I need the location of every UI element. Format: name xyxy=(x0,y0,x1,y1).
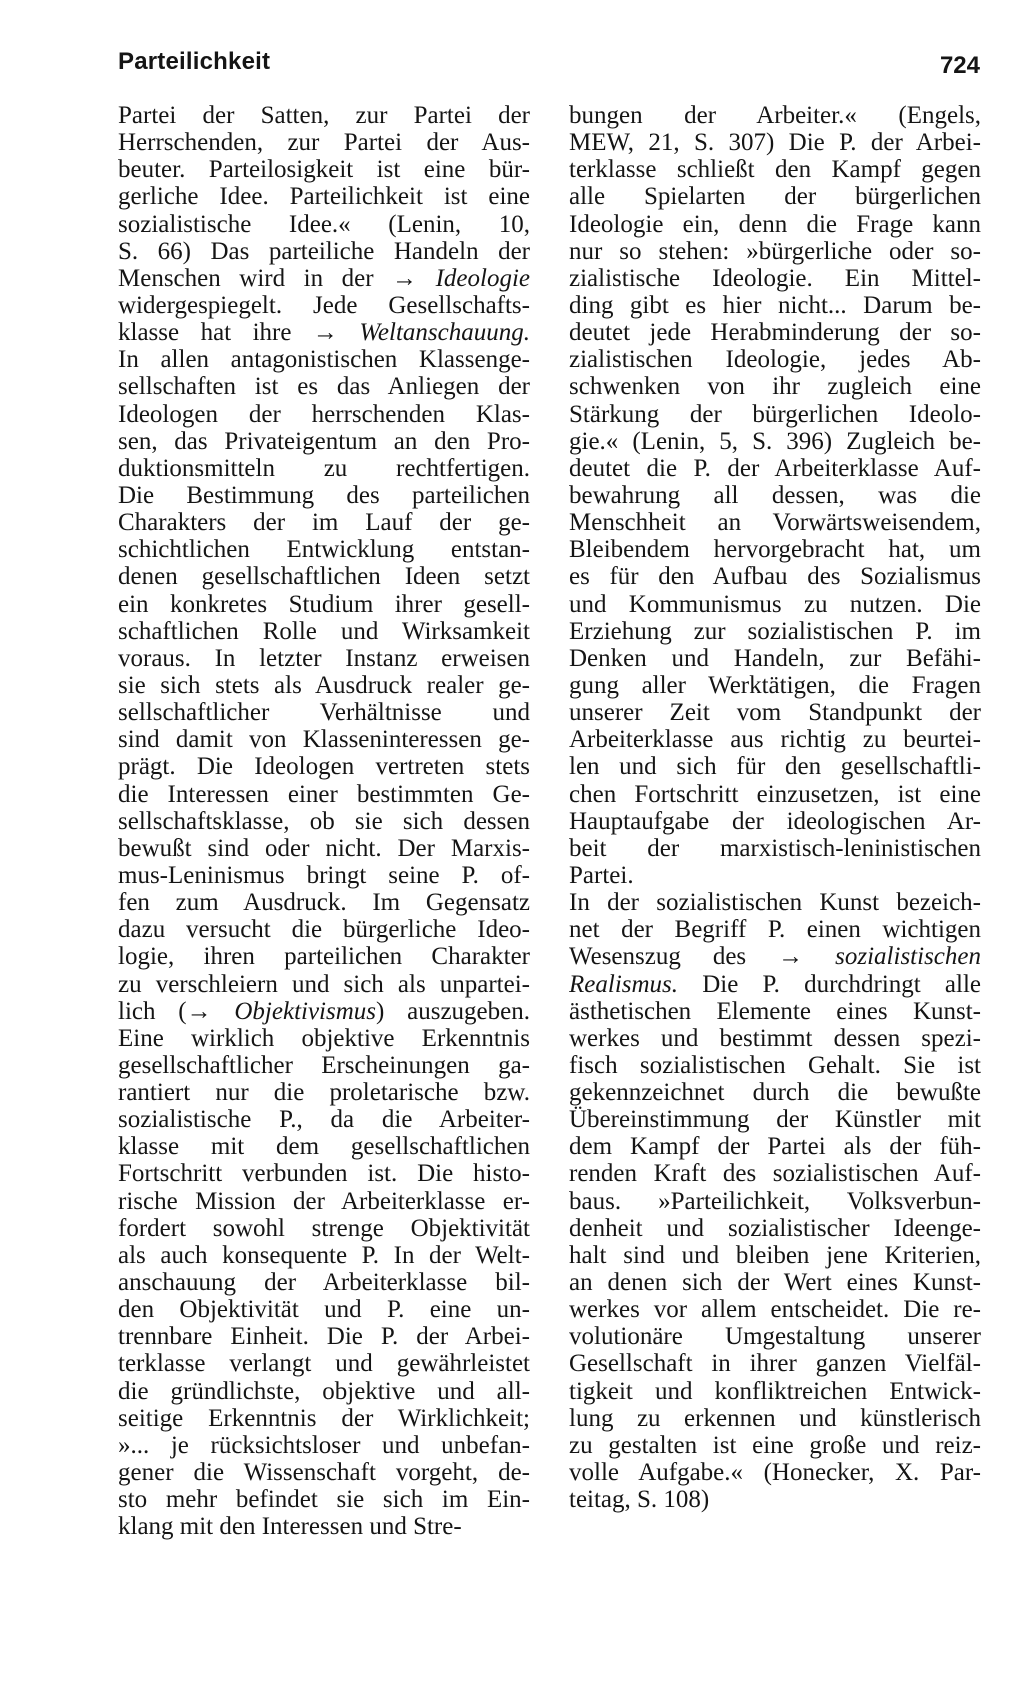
text-line: Gesellschaft in ihrer ganzen Vielfäl- xyxy=(569,1350,981,1378)
text-line: Partei. xyxy=(569,861,634,889)
text-line: seitige Erkenntnis der Wirklichkeit; xyxy=(118,1404,530,1432)
text-line: Bleibendem hervorgebracht hat, um xyxy=(569,536,981,564)
text-line: bungen der Arbeiter.« (Engels, xyxy=(569,102,981,129)
text-line: Menschen wird in der → Ideologie xyxy=(118,264,530,292)
text-line: nur so stehen: »bürgerliche oder so- xyxy=(569,237,981,265)
text-line: Die Bestimmung des parteilichen xyxy=(118,481,530,509)
text-line: S. 66) Das parteiliche Handeln der xyxy=(118,237,530,265)
text-line: dazu versucht die bürgerliche Ideo- xyxy=(118,916,530,944)
text-line: Wesenszug des → sozialistischen xyxy=(569,943,981,971)
text-line: gerliche Idee. Parteilichkeit ist eine xyxy=(118,183,530,211)
text-line: deutet die P. der Arbeiterklasse Auf- xyxy=(569,454,981,482)
cross-reference: Weltanschauung. xyxy=(359,319,530,347)
text-line: Arbeiterklasse aus richtig zu beurtei- xyxy=(569,726,981,754)
text-line: den Objektivität und P. eine un- xyxy=(118,1296,530,1324)
text-line: sozialistische Idee.« (Lenin, 10, xyxy=(118,210,530,238)
page-number: 724 xyxy=(939,52,980,79)
text-line: baus. »Parteilichkeit, Volksverbun- xyxy=(569,1187,981,1215)
text-line: als auch konsequente P. In der Welt- xyxy=(118,1241,530,1269)
text-line: prägt. Die Ideologen vertreten stets xyxy=(118,753,530,781)
text-line: voraus. In letzter Instanz erweisen xyxy=(118,644,530,672)
text-line: Realismus. Die P. durchdringt alle xyxy=(569,970,981,998)
text-line: die Interessen einer bestimmten Ge- xyxy=(118,780,530,808)
text-line: an denen sich der Wert eines Kunst- xyxy=(569,1269,981,1297)
text-line: deutet jede Herabminderung der so- xyxy=(569,319,981,347)
text-line: lung zu erkennen und künstlerisch xyxy=(569,1404,981,1432)
text-line: sozialistische P., da die Arbeiter- xyxy=(118,1106,530,1134)
text-line: Stärkung der bürgerlichen Ideolo- xyxy=(569,400,981,428)
text-line: Ideologie ein, denn die Frage kann xyxy=(569,210,981,238)
text-line: schaftlichen Rolle und Wirksamkeit xyxy=(118,617,530,645)
text-line: ding gibt es hier nicht... Darum be- xyxy=(569,291,981,319)
text-line: duktionsmitteln zu rechtfertigen. xyxy=(118,454,530,482)
text-line: fen zum Ausdruck. Im Gegensatz xyxy=(118,889,530,917)
text-column-left xyxy=(118,102,530,1540)
text-line: halt sind und bleiben jene Kriterien, xyxy=(569,1241,981,1269)
text-line: alle Spielarten der bürgerlichen xyxy=(569,183,981,211)
text-line: lich (→ Objektivismus) auszugeben. xyxy=(118,997,530,1025)
text-line: Übereinstimmung der Künstler mit xyxy=(569,1106,981,1134)
text-line: mus-Leninismus bringt seine P. of- xyxy=(118,861,530,889)
text-line: ästhetischen Elemente eines Kunst- xyxy=(569,997,981,1025)
text-line: widergespiegelt. Jede Gesellschafts- xyxy=(118,291,530,319)
text-line: zu verschleiern und sich als unpartei- xyxy=(118,970,530,998)
text-line: volutionäre Umgestaltung unserer xyxy=(569,1323,981,1351)
text-line: es für den Aufbau des Sozialismus xyxy=(569,563,981,591)
text-line: »... je rücksichtsloser und unbefan- xyxy=(118,1431,530,1459)
text-line: MEW, 21, S. 307) Die P. der Arbei- xyxy=(569,129,981,157)
text-line: rantiert nur die proletarische bzw. xyxy=(118,1079,530,1107)
text-line: teitag, S. 108) xyxy=(569,1486,710,1514)
text-line: zialistische Ideologie. Ein Mittel- xyxy=(569,264,981,292)
text-line: chen Fortschritt einzusetzen, ist eine xyxy=(569,780,981,808)
text-line: In der sozialistischen Kunst bezeich- xyxy=(569,889,981,917)
text-line: schwenken von ihr zugleich eine xyxy=(569,373,981,401)
text-line: beit der marxistisch-leninistischen xyxy=(569,834,981,862)
text-line: sellschaftlicher Verhältnisse und xyxy=(118,699,530,727)
text-line: fordert sowohl strenge Objektivität xyxy=(118,1214,530,1242)
text-line: Fortschritt verbunden ist. Die histo- xyxy=(118,1160,530,1188)
text-line: tigkeit und konfliktreichen Entwick- xyxy=(569,1377,981,1405)
text-line: zialistischen Ideologie, jedes Ab- xyxy=(569,346,981,374)
text-line: klang mit den Interessen und Stre- xyxy=(118,1513,462,1541)
text-line: werkes und bestimmt dessen spezi- xyxy=(569,1024,981,1052)
text-line: sto mehr befindet sie sich im Ein- xyxy=(118,1486,530,1514)
text-column-right xyxy=(569,102,981,1513)
text-line: beuter. Parteilosigkeit ist eine bür- xyxy=(118,156,530,184)
text-line: sie sich stets als Ausdruck realer ge- xyxy=(118,671,530,699)
text-line: schichtlichen Entwicklung entstan- xyxy=(118,536,530,564)
text-line: gekennzeichnet durch die bewußte xyxy=(569,1079,981,1107)
text-line: unserer Zeit vom Standpunkt der xyxy=(569,699,981,727)
text-line: Partei der Satten, zur Partei der xyxy=(118,102,530,129)
text-line: ein konkretes Studium ihrer gesell- xyxy=(118,590,530,618)
text-line: sellschaftsklasse, ob sie sich dessen xyxy=(118,807,530,835)
text-line: anschauung der Arbeiterklasse bil- xyxy=(118,1269,530,1297)
text-line: volle Aufgabe.« (Honecker, X. Par- xyxy=(569,1459,981,1487)
running-head-title: Parteilichkeit xyxy=(118,48,271,75)
text-line: In allen antagonistischen Klassenge- xyxy=(118,346,530,374)
text-line: gesellschaftlicher Erscheinungen ga- xyxy=(118,1051,530,1079)
text-line: sellschaften ist es das Anliegen der xyxy=(118,373,530,401)
text-line: Denken und Handeln, zur Befähi- xyxy=(569,644,981,672)
text-line: dem Kampf der Partei als der füh- xyxy=(569,1133,981,1161)
text-line: len und sich für den gesellschaftli- xyxy=(569,753,981,781)
text-line: sen, das Privateigentum an den Pro- xyxy=(118,427,530,455)
text-line: bewußt sind oder nicht. Der Marxis- xyxy=(118,834,530,862)
text-line: klasse mit dem gesellschaftlichen xyxy=(118,1133,530,1161)
text-line: gener die Wissenschaft vorgeht, de- xyxy=(118,1459,530,1487)
text-line: Hauptaufgabe der ideologischen Ar- xyxy=(569,807,981,835)
text-line: denheit und sozialistischer Ideenge- xyxy=(569,1214,981,1242)
text-line: und Kommunismus zu nutzen. Die xyxy=(569,590,981,618)
cross-reference: Ideologie xyxy=(435,264,530,292)
text-line: renden Kraft des sozialistischen Auf- xyxy=(569,1160,981,1188)
text-line: klasse hat ihre → Weltanschauung. xyxy=(118,319,530,347)
text-line: Charakters der im Lauf der ge- xyxy=(118,509,530,537)
text-line: rische Mission der Arbeiterklasse er- xyxy=(118,1187,530,1215)
text-line: Menschheit an Vorwärtsweisendem, xyxy=(569,509,981,537)
text-line: terklasse verlangt und gewährleistet xyxy=(118,1350,530,1378)
text-line: fisch sozialistischen Gehalt. Sie ist xyxy=(569,1051,981,1079)
text-line: gie.« (Lenin, 5, S. 396) Zugleich be- xyxy=(569,427,981,455)
cross-reference: Realismus. xyxy=(569,970,679,998)
text-line: sind damit von Klasseninteressen ge- xyxy=(118,726,530,754)
text-line: Ideologen der herrschenden Klas- xyxy=(118,400,530,428)
text-line: bewahrung all dessen, was die xyxy=(569,481,981,509)
text-line: die gründlichste, objektive und all- xyxy=(118,1377,530,1405)
text-line: denen gesellschaftlichen Ideen setzt xyxy=(118,563,530,591)
text-line: trennbare Einheit. Die P. der Arbei- xyxy=(118,1323,530,1351)
cross-reference: Objektivismus xyxy=(234,997,377,1025)
text-line: Erziehung zur sozialistischen P. im xyxy=(569,617,981,645)
text-line: net der Begriff P. einen wichtigen xyxy=(569,916,981,944)
text-line: Herrschenden, zur Partei der Aus- xyxy=(118,129,530,157)
text-line: Eine wirklich objektive Erkenntnis xyxy=(118,1024,530,1052)
text-line: gung aller Werktätigen, die Fragen xyxy=(569,671,981,699)
text-line: terklasse schließt den Kampf gegen xyxy=(569,156,981,184)
text-line: logie, ihren parteilichen Charakter xyxy=(118,943,530,971)
text-line: zu gestalten ist eine große und reiz- xyxy=(569,1431,981,1459)
text-line: werkes vor allem entscheidet. Die re- xyxy=(569,1296,981,1324)
cross-reference: sozialistischen xyxy=(835,943,981,971)
